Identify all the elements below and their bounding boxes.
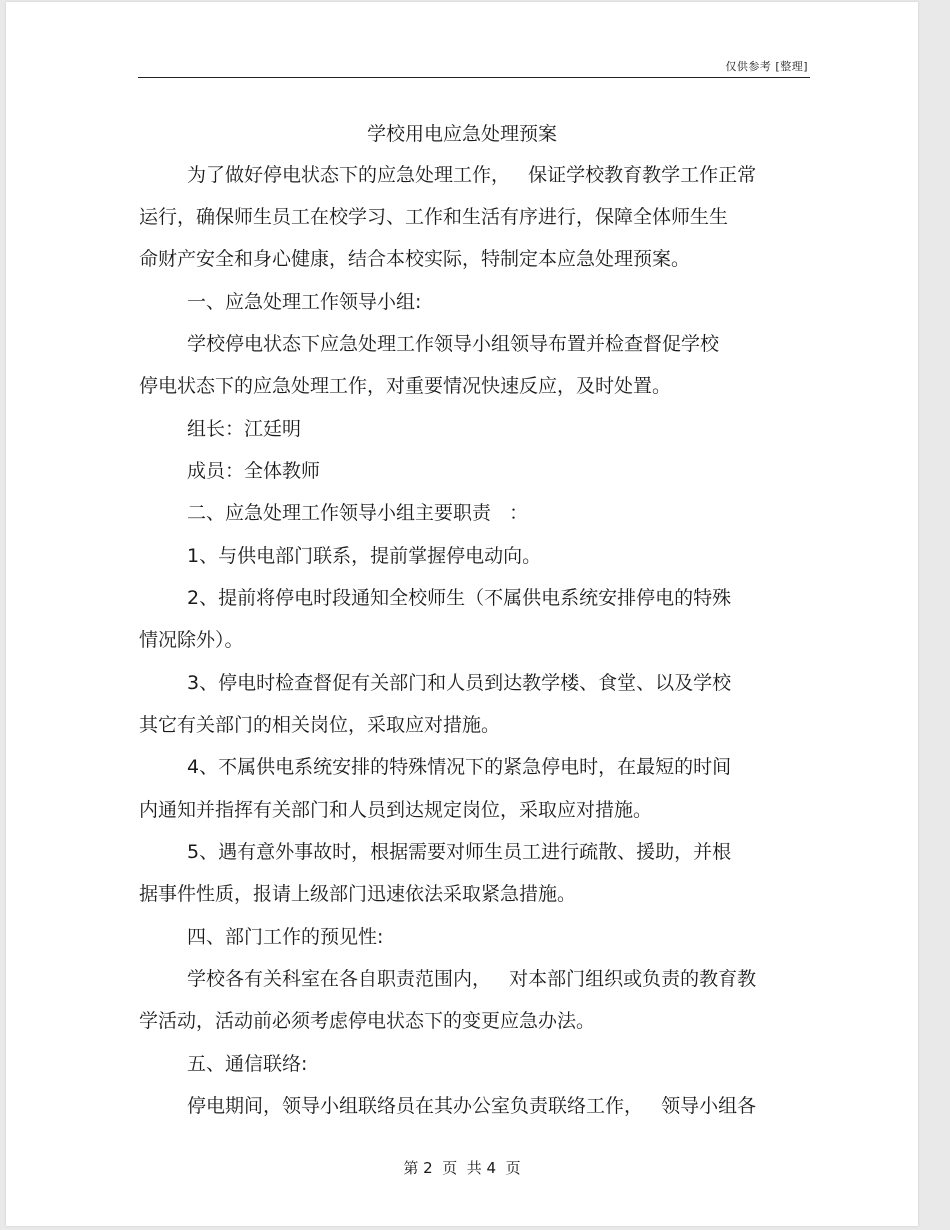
paragraph-line: 命财产安全和身心健康，结合本校实际，特制定本应急处理预案。 bbox=[139, 248, 691, 270]
header-rule bbox=[138, 77, 810, 78]
document-title: 学校用电应急处理预案 bbox=[366, 123, 557, 145]
paragraph-line: 运行，确保师生员工在校学习、工作和生活有序进行，保障全体师生生 bbox=[139, 206, 729, 228]
section-heading: 一、应急处理工作领导小组: bbox=[187, 291, 422, 313]
paragraph-line: 其它有关部门的相关岗位，采取应对措施。 bbox=[139, 714, 501, 736]
page-number-footer: 第 2 页 共 4 页 bbox=[403, 1159, 521, 1177]
paragraph-line: 停电期间，领导小组联络员在其办公室负责联络工作， 领导小组各 bbox=[187, 1095, 757, 1117]
paragraph-line: 学校停电状态下应急处理工作领导小组领导布置并检查督促学校 bbox=[187, 333, 720, 355]
section-heading: 四、部门工作的预见性: bbox=[187, 926, 384, 948]
paragraph-line: 内通知并指挥有关部门和人员到达规定岗位，采取应对措施。 bbox=[139, 799, 653, 821]
section-heading: 五、通信联络: bbox=[187, 1053, 308, 1075]
list-item: 4、不属供电系统安排的特殊情况下的紧急停电时，在最短的时间 bbox=[187, 756, 732, 778]
paragraph-line: 情况除外）。 bbox=[139, 629, 244, 651]
document-page bbox=[6, 2, 918, 1226]
section-heading: 二、应急处理工作领导小组主要职责 ： bbox=[187, 502, 529, 524]
list-item: 3、停电时检查督促有关部门和人员到达教学楼、食堂、以及学校 bbox=[187, 672, 732, 694]
list-item: 1、与供电部门联系，提前掌握停电动向。 bbox=[187, 545, 542, 567]
list-item: 2、提前将停电时段通知全校师生（不属供电系统安排停电的特殊 bbox=[187, 587, 732, 609]
list-item: 5、遇有意外事故时，根据需要对师生员工进行疏散、援助，并根 bbox=[187, 841, 732, 863]
paragraph-line: 成员：全体教师 bbox=[187, 460, 321, 482]
paragraph-line: 组长：江廷明 bbox=[187, 418, 302, 440]
paragraph-line: 学活动，活动前必须考虑停电状态下的变更应急办法。 bbox=[139, 1010, 596, 1032]
paragraph-line: 为了做好停电状态下的应急处理工作， 保证学校教育教学工作正常 bbox=[187, 164, 757, 186]
paragraph-line: 学校各有关科室在各自职责范围内， 对本部门组织或负责的教育教 bbox=[187, 968, 757, 990]
paragraph-line: 据事件性质，报请上级部门迅速依法采取紧急措施。 bbox=[139, 883, 577, 905]
header-note: 仅供参考 [整理] bbox=[725, 60, 808, 73]
paragraph-line: 停电状态下的应急处理工作，对重要情况快速反应，及时处置。 bbox=[139, 375, 672, 397]
